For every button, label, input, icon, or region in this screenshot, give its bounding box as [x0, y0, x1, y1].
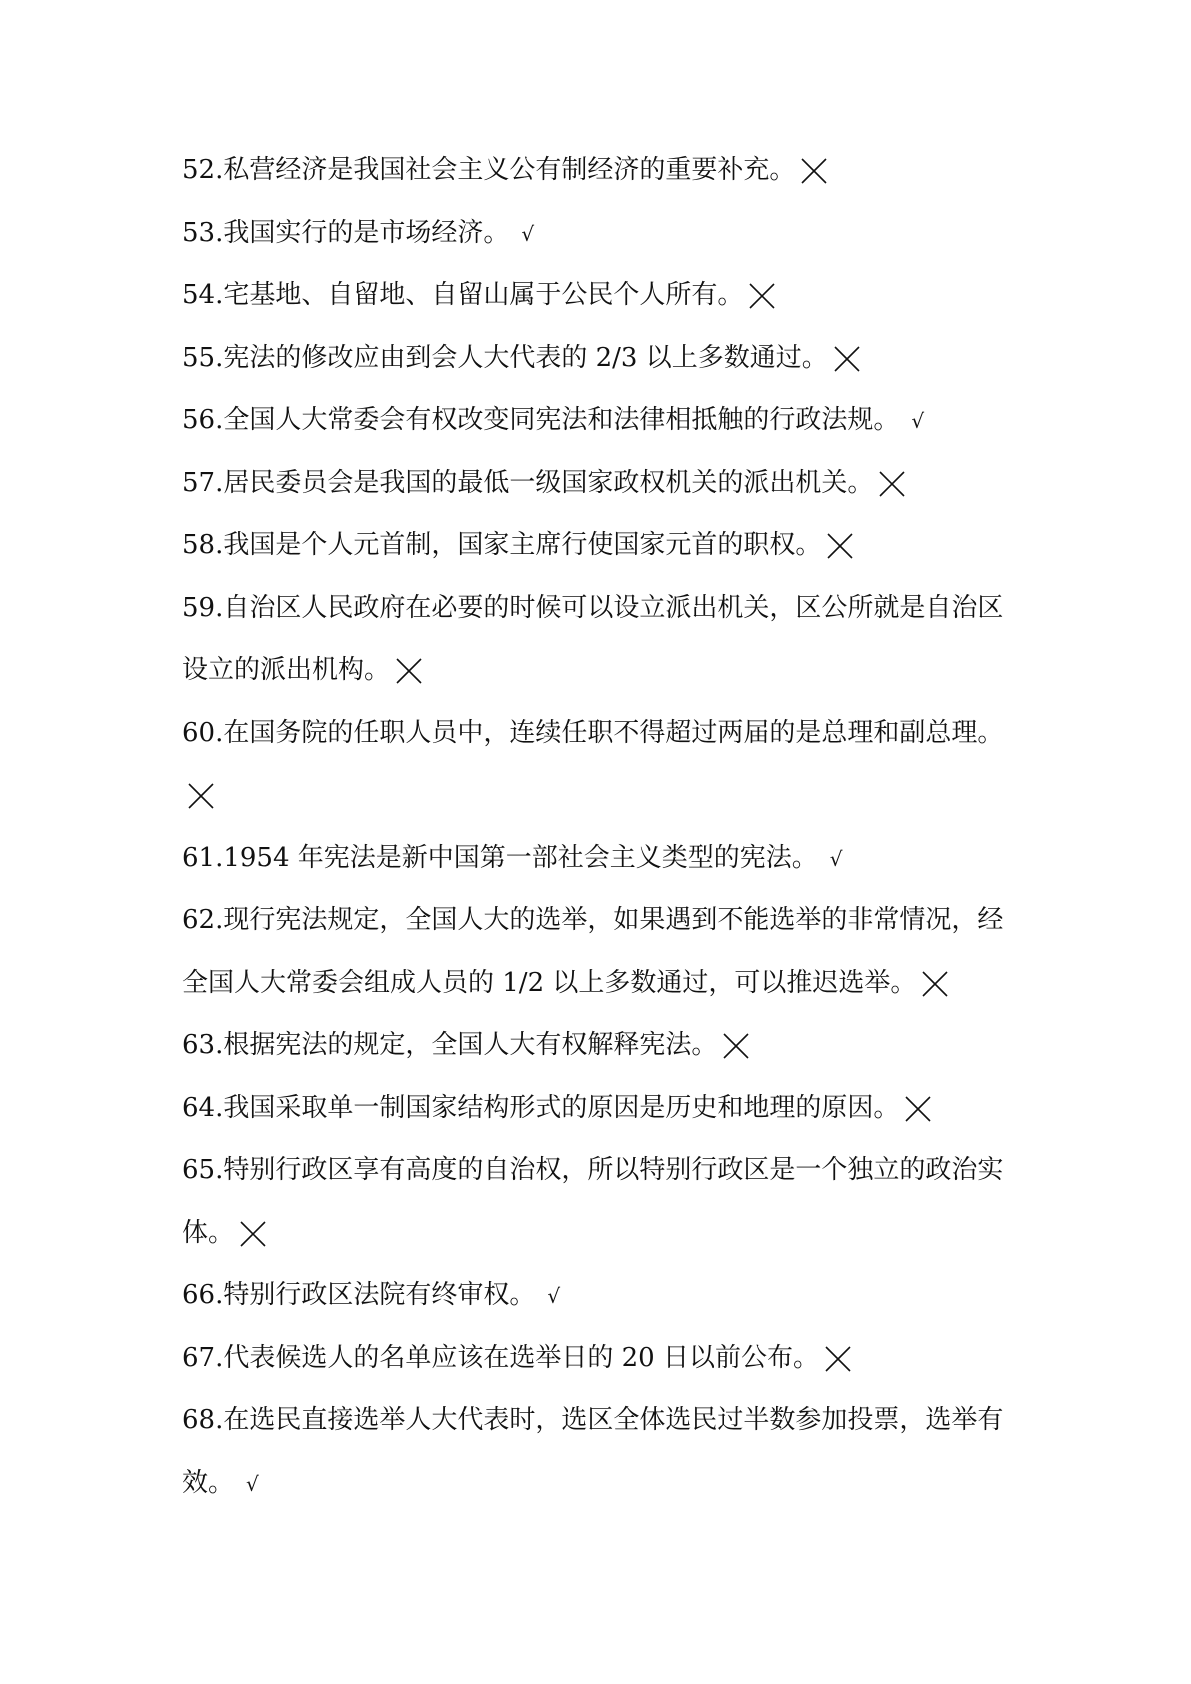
item-text: 66.特别行政区法院有终审权。	[182, 1280, 536, 1310]
item-text: 65.特别行政区享有高度的自治权，所以特别行政区是一个独立的政治实体。	[182, 1155, 1004, 1248]
list-item	[182, 1327, 1022, 1390]
cross-icon	[903, 1094, 933, 1124]
list-item	[182, 139, 1022, 202]
item-text: 62.现行宪法规定，全国人大的选举，如果遇到不能选举的非常情况，经全国人大常委会组成人员的 1/2 以上多数通过，可以推迟选举。	[182, 905, 1004, 998]
check-icon: √	[246, 1471, 259, 1496]
check-icon: √	[911, 409, 925, 433]
check-icon: √	[547, 1284, 561, 1308]
item-text: 57.居民委员会是我国的最低一级国家政权机关的派出机关。	[182, 467, 874, 498]
list-item	[182, 514, 1022, 577]
cross-icon	[823, 1344, 853, 1374]
list-item	[182, 577, 1022, 702]
cross-icon	[920, 969, 950, 999]
item-text: 58.我国是个人元首制，国家主席行使国家元首的职权。	[182, 530, 822, 560]
cross-icon	[747, 281, 777, 311]
list-item	[182, 202, 1022, 265]
cross-icon	[394, 656, 424, 686]
cross-icon	[238, 1219, 268, 1249]
cross-icon	[799, 156, 829, 186]
item-text: 63.根据宪法的规定，全国人大有权解释宪法。	[182, 1030, 718, 1060]
list-item	[182, 889, 1022, 1014]
item-text: 61.1954 年宪法是新中国第一部社会主义类型的宪法。	[182, 842, 818, 873]
list-item	[182, 827, 1022, 890]
item-text: 55.宪法的修改应由到会人大代表的 2/3 以上多数通过。	[182, 342, 828, 373]
list-item	[182, 327, 1022, 390]
item-text: 67.代表候选人的名单应该在选举日的 20 日以前公布。	[182, 1342, 819, 1373]
list-item	[182, 702, 1022, 827]
list-item	[182, 1389, 1022, 1514]
cross-icon	[832, 344, 862, 374]
check-icon: √	[829, 846, 843, 871]
check-icon: √	[521, 221, 535, 246]
item-text: 68.在选民直接选举人大代表时，选区全体选民过半数参加投票，选举有效。	[182, 1405, 1004, 1498]
item-text: 59.自治区人民政府在必要的时候可以设立派出机关，区公所就是自治区设立的派出机构。	[182, 592, 1004, 685]
item-text: 52.私营经济是我国社会主义公有制经济的重要补充。	[182, 155, 796, 185]
question-list	[182, 139, 1022, 1514]
list-item	[182, 264, 1022, 327]
list-item	[182, 1077, 1022, 1140]
item-text: 54.宅基地、自留地、自留山属于公民个人所有。	[182, 280, 744, 310]
item-text: 53.我国实行的是市场经济。	[182, 217, 510, 248]
list-item	[182, 1139, 1022, 1264]
list-item	[182, 389, 1022, 452]
cross-icon	[877, 469, 907, 499]
cross-icon	[186, 781, 216, 811]
cross-icon	[825, 531, 855, 561]
item-text: 60.在国务院的任职人员中，连续任职不得超过两届的是总理和副总理。	[182, 717, 1004, 748]
item-text: 56.全国人大常委会有权改变同宪法和法律相抵触的行政法规。	[182, 405, 900, 435]
item-text: 64.我国采取单一制国家结构形式的原因是历史和地理的原因。	[182, 1092, 900, 1123]
list-item	[182, 1264, 1022, 1327]
list-item	[182, 452, 1022, 515]
cross-icon	[721, 1031, 751, 1061]
list-item	[182, 1014, 1022, 1077]
